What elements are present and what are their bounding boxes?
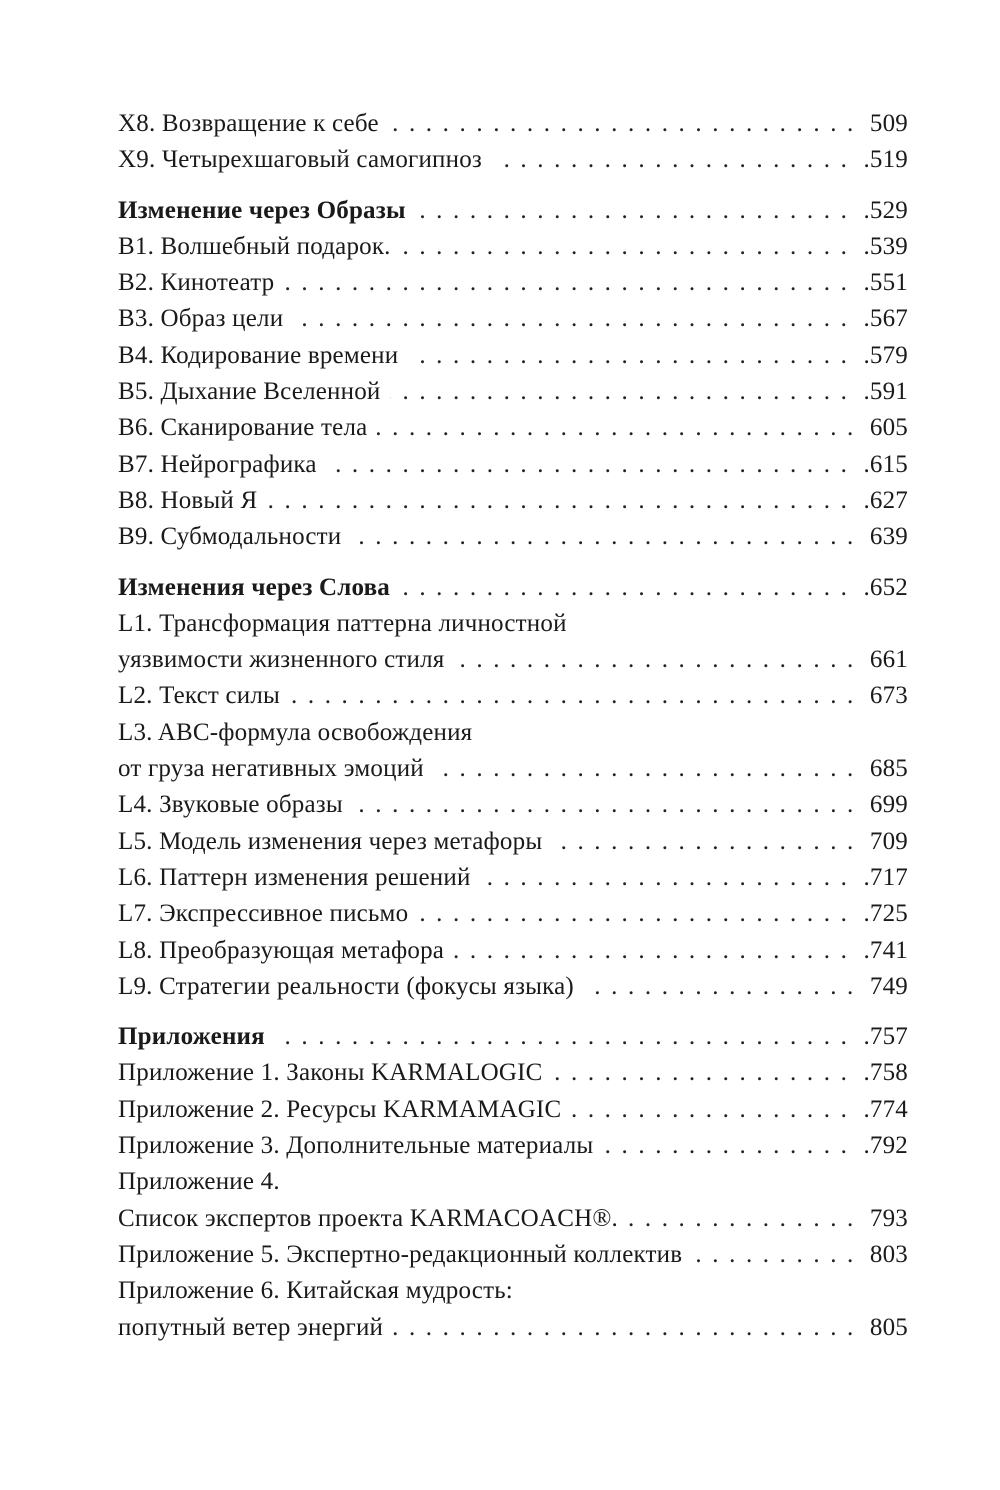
toc-entry[interactable] <box>118 860 908 896</box>
toc-entry-title: L8. Преобразующая метафора <box>118 936 445 964</box>
toc-entry-title: Приложение 5. Экспертно-редакционный коллектив <box>118 1240 683 1268</box>
toc-page-number: 709 <box>869 827 908 855</box>
toc-dot-leader <box>267 483 857 519</box>
toc-list <box>118 106 908 1346</box>
toc-page-number: .579 <box>863 341 908 369</box>
toc-entry[interactable] <box>118 483 908 519</box>
toc-dot-leader <box>434 751 864 787</box>
table-of-contents <box>118 106 908 1346</box>
toc-entry-title: уязвимости жизненного стиля <box>118 646 445 674</box>
toc-entry-title: B1. Волшебный подарок. <box>118 232 391 260</box>
toc-entry[interactable] <box>118 1201 908 1237</box>
toc-page-number: .615 <box>863 450 908 478</box>
toc-entry[interactable] <box>118 642 908 678</box>
toc-entry[interactable] <box>118 1164 908 1200</box>
toc-entry-title: B9. Субмодальности <box>118 523 342 551</box>
toc-entry-title: Список экспертов проекта KARMACOACH®. <box>118 1204 618 1232</box>
toc-dot-leader <box>492 142 857 178</box>
toc-page-number: .757 <box>863 1023 908 1051</box>
toc-page-number: 509 <box>869 110 908 137</box>
toc-entry[interactable] <box>118 1092 908 1128</box>
toc-page-number: 749 <box>869 972 908 1000</box>
toc-dot-leader <box>293 301 857 337</box>
toc-section-heading[interactable] <box>118 570 908 606</box>
toc-entry-title: Приложение 6. Китайская мудрость: <box>118 1277 513 1305</box>
toc-dot-leader <box>290 678 864 714</box>
toc-entry-title: L9. Стратегии реальности (фокусы языка) <box>118 972 574 1000</box>
toc-entry-title: Приложение 4. <box>118 1168 280 1196</box>
toc-entry[interactable] <box>118 751 908 787</box>
toc-entry[interactable] <box>118 410 908 446</box>
toc-page-number: .551 <box>863 269 908 297</box>
toc-entry-title: Приложение 2. Ресурсы KARMAMAGIC <box>118 1095 562 1123</box>
toc-entry[interactable] <box>118 374 908 410</box>
toc-entry-title: L2. Текст силы <box>118 682 281 710</box>
toc-page-number: .741 <box>863 936 908 964</box>
toc-section-heading[interactable] <box>118 1019 908 1055</box>
toc-dot-leader <box>408 338 857 374</box>
toc-dot-leader <box>275 1019 858 1055</box>
toc-entry-title: X8. Возвращение к себе <box>118 110 379 137</box>
toc-dot-leader <box>351 519 864 555</box>
toc-entry-title: X9. Четырехшаговый самогипноз <box>118 146 482 174</box>
toc-entry[interactable] <box>118 1055 908 1091</box>
toc-page-number: .717 <box>863 863 908 891</box>
toc-page-number: 793 <box>869 1204 908 1232</box>
toc-page-number: 699 <box>869 791 908 819</box>
toc-entry[interactable] <box>118 229 908 265</box>
toc-page-number: .725 <box>863 900 908 928</box>
toc-entry[interactable] <box>118 606 908 642</box>
toc-entry[interactable] <box>118 106 908 142</box>
toc-entry[interactable] <box>118 1273 908 1309</box>
toc-entry[interactable] <box>118 896 908 932</box>
toc-entry-title: B5. Дыхание Вселенной <box>118 378 381 406</box>
toc-entry[interactable] <box>118 1310 908 1346</box>
toc-entry[interactable] <box>118 265 908 301</box>
toc-entry[interactable] <box>118 969 908 1005</box>
toc-entry-title: от груза негативных эмоций <box>118 755 424 783</box>
toc-dot-leader <box>416 193 858 229</box>
toc-dot-leader <box>454 933 857 969</box>
toc-dot-leader <box>401 229 858 265</box>
toc-page-number: 685 <box>869 755 908 783</box>
toc-dot-leader <box>571 1092 857 1128</box>
toc-entry[interactable] <box>118 519 908 555</box>
toc-entry-title: B3. Образ цели <box>118 305 284 333</box>
toc-entry-title: L5. Модель изменения через метафоры <box>118 827 543 855</box>
toc-dot-leader <box>481 860 858 896</box>
toc-dot-leader <box>400 570 857 606</box>
toc-dot-leader <box>454 642 863 678</box>
toc-dot-leader <box>393 1310 864 1346</box>
toc-entry[interactable] <box>118 678 908 714</box>
toc-entry[interactable] <box>118 933 908 969</box>
toc-page-number: .758 <box>863 1059 908 1087</box>
toc-entry-title: L3. ABC-формула освобождения <box>118 718 473 746</box>
toc-entry-title: Приложения <box>118 1023 265 1051</box>
toc-dot-leader <box>284 265 857 301</box>
toc-dot-leader <box>553 1055 858 1091</box>
toc-entry-title: L7. Экспрессивное письмо <box>118 900 409 928</box>
toc-dot-leader <box>584 969 864 1005</box>
toc-dot-leader <box>327 447 858 483</box>
toc-dot-leader <box>603 1128 857 1164</box>
toc-dot-leader <box>389 106 864 142</box>
toc-entry-title: B7. Нейрографика <box>118 450 317 478</box>
toc-dot-leader <box>692 1237 864 1273</box>
toc-entry-title: B8. Новый Я <box>118 486 258 514</box>
toc-entry[interactable] <box>118 1237 908 1273</box>
toc-entry[interactable] <box>118 715 908 751</box>
toc-entry-title: L6. Паттерн изменения решений <box>118 863 471 891</box>
toc-page-number: 639 <box>869 523 908 551</box>
toc-entry-title: Изменения через Слова <box>118 573 390 601</box>
toc-entry[interactable] <box>118 447 908 483</box>
toc-page-number: 661 <box>869 646 908 674</box>
toc-entry-title: L1. Трансформация паттерна личностной <box>118 609 567 637</box>
toc-dot-leader <box>390 374 857 410</box>
toc-entry-title: попутный ветер энергий <box>118 1313 384 1341</box>
toc-page-number: .591 <box>863 378 908 406</box>
toc-entry-title: Приложение 1. Законы KARMALOGIC <box>118 1059 543 1087</box>
toc-page-number: .519 <box>863 146 908 174</box>
toc-entry[interactable] <box>118 301 908 337</box>
toc-page-number: .627 <box>863 486 908 514</box>
toc-entry[interactable] <box>118 338 908 374</box>
toc-entry-title: Изменение через Образы <box>118 196 406 224</box>
toc-entry-title: B6. Сканирование тела <box>118 414 368 442</box>
toc-section-heading[interactable] <box>118 193 908 229</box>
toc-entry[interactable] <box>118 1128 908 1164</box>
toc-dot-leader <box>377 410 863 446</box>
toc-entry[interactable] <box>118 787 908 823</box>
toc-page-number: 673 <box>869 682 908 710</box>
toc-dot-leader <box>418 896 857 932</box>
toc-entry-title: B2. Кинотеатр <box>118 269 275 297</box>
toc-page-number: .539 <box>863 232 908 260</box>
toc-page-number: .774 <box>863 1095 908 1123</box>
toc-dot-leader <box>628 1201 864 1237</box>
toc-page-number: .792 <box>863 1132 908 1160</box>
toc-entry-title: L4. Звуковые образы <box>118 791 343 819</box>
toc-dot-leader <box>552 824 864 860</box>
toc-dot-leader <box>353 787 864 823</box>
toc-entry-title: B4. Кодирование времени <box>118 341 399 369</box>
toc-page-number: .652 <box>863 573 908 601</box>
toc-entry-title: Приложение 3. Дополнительные материалы <box>118 1132 594 1160</box>
toc-page-number: .567 <box>863 305 908 333</box>
toc-page-number: 803 <box>869 1240 908 1268</box>
toc-page-number: 605 <box>869 414 908 442</box>
toc-entry[interactable] <box>118 824 908 860</box>
toc-entry[interactable] <box>118 142 908 178</box>
toc-page-number: 805 <box>869 1313 908 1341</box>
toc-page-number: .529 <box>863 196 908 224</box>
